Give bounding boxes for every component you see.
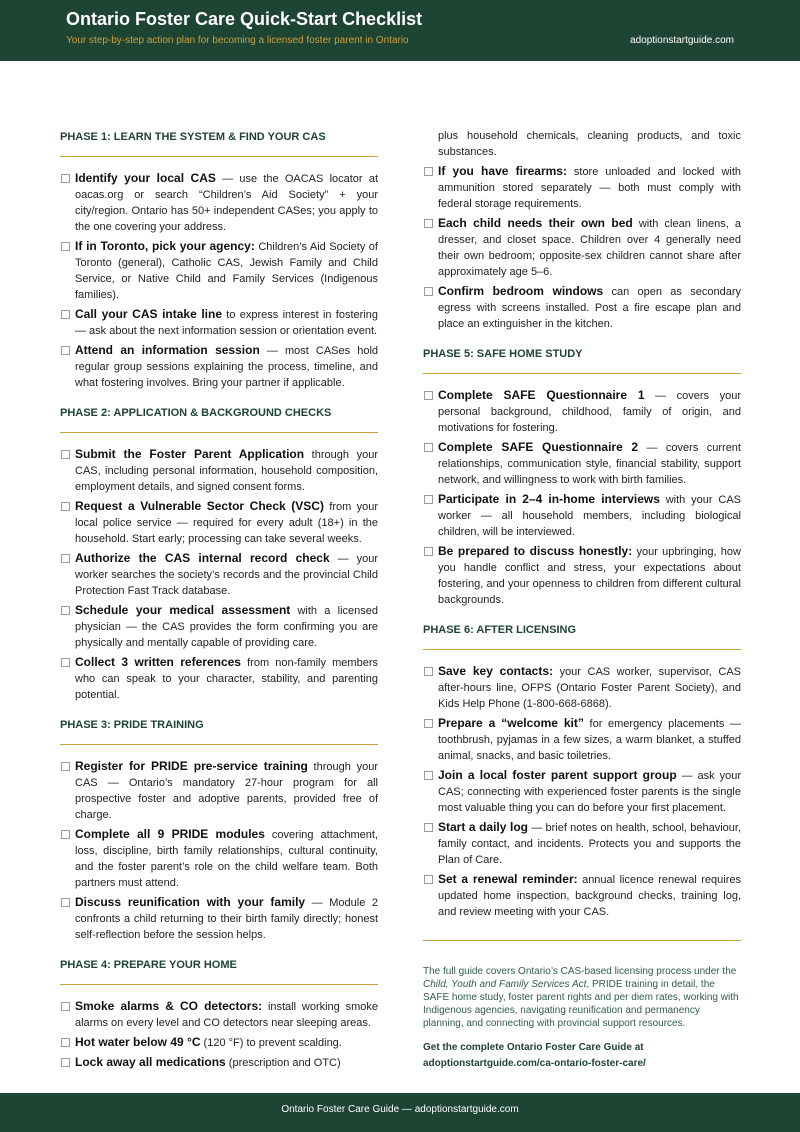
checklist-item: Confirm bedroom windows can open as secondary egress with screens installed. Post a fire escape plan and place an extinguisher in the kitchen.	[423, 283, 741, 332]
checkbox-icon[interactable]	[61, 1002, 70, 1011]
checklist-item: Be prepared to discuss honestly: your upbringing, how you handle conflict and stress, your expectations about fostering, and your openness to children from different cultural backgrounds.	[423, 543, 741, 608]
phase-title: PHASE 6: AFTER LICENSING	[423, 624, 576, 636]
phase-4	[60, 958, 378, 1071]
phase-title: PHASE 2: APPLICATION & BACKGROUND CHECKS	[60, 407, 332, 419]
checklist-item: Identify your local CAS — use the OACAS locator at oacas.org or search “Children’s Aid Society” + your city/region. Ontario has 50+ independent CASes; you apply to the one covering your address.	[60, 170, 378, 235]
checklist-item: Call your CAS intake line to express interest in fostering — ask about the next information session or orientation event.	[60, 306, 378, 339]
checkbox-icon[interactable]	[61, 762, 70, 771]
phase-title: PHASE 5: SAFE HOME STUDY	[423, 348, 583, 360]
phase-2	[60, 406, 378, 703]
footer-text: Ontario Foster Care Guide — adoptionstartguide.com	[281, 1104, 519, 1115]
phase-divider	[423, 649, 741, 650]
checklist-item: Lock away all medications (prescription and OTC)	[60, 1054, 378, 1071]
cta-link[interactable]: Get the complete Ontario Foster Care Guide at adoptionstartguide.com/ca-ontario-foster-care/	[423, 1042, 646, 1069]
checkbox-icon[interactable]	[424, 875, 433, 884]
checklist-item: Each child needs their own bed with clean linens, a dresser, and closet space. Children over 4 generally need their own bedroom; opposite-sex children cannot share after approximately age 5–6.	[423, 215, 741, 280]
item-continuation: plus household chemicals, cleaning products, and toxic substances.	[438, 130, 741, 158]
checkbox-icon[interactable]	[424, 219, 433, 228]
phase-6	[423, 623, 741, 920]
checklist-item: Authorize the CAS internal record check — your worker searches the society’s records and the provincial Child Protection Fast Track database.	[60, 550, 378, 599]
promo-divider	[423, 940, 741, 941]
checkbox-icon[interactable]	[424, 547, 433, 556]
phase-title: PHASE 4: PREPARE YOUR HOME	[60, 959, 237, 971]
checkbox-icon[interactable]	[61, 898, 70, 907]
phase-divider	[423, 373, 741, 374]
checkbox-icon[interactable]	[424, 495, 433, 504]
page-header	[0, 0, 800, 61]
checkbox-icon[interactable]	[424, 287, 433, 296]
checkbox-icon[interactable]	[61, 346, 70, 355]
checkbox-icon[interactable]	[424, 823, 433, 832]
checklist-item: Smoke alarms & CO detectors: install working smoke alarms on every level and CO detectors near sleeping areas.	[60, 998, 378, 1031]
checkbox-icon[interactable]	[424, 719, 433, 728]
checklist-item: Attend an information session — most CASes hold regular group sessions explaining the process, timeline, and what fostering involves. Bring your partner if applicable.	[60, 342, 378, 391]
checklist-item: Start a daily log — brief notes on health, school, behaviour, family contact, and incidents. Protects you and supports the Plan of Care.	[423, 819, 741, 868]
phase-title: PHASE 3: PRIDE TRAINING	[60, 719, 204, 731]
checkbox-icon[interactable]	[61, 1038, 70, 1047]
phase-divider	[60, 432, 378, 433]
checklist-item: Register for PRIDE pre-service training through your CAS — Ontario’s mandatory 27-hour program for all prospective foster and adoptive parents, provided free of charge.	[60, 758, 378, 823]
phase-divider	[60, 744, 378, 745]
promo-text: The full guide covers Ontario’s CAS-based licensing process under the Child, Youth and Family Services Act, PRIDE training in detail, the SAFE home study, foster parent rights and per diem rates, working with Indigenous agencies, navigating reunification and permanency planning, and connecting with provincial support resources.	[423, 966, 739, 1029]
checklist-item: Collect 3 written references from non-family members who can speak to your character, stability, and parenting potential.	[60, 654, 378, 703]
page-subtitle: Your step-by-step action plan for becoming a licensed foster parent in Ontario	[66, 35, 409, 46]
checkbox-icon[interactable]	[424, 391, 433, 400]
page-footer	[0, 1093, 800, 1132]
checkbox-icon[interactable]	[61, 450, 70, 459]
checklist-item: Complete SAFE Questionnaire 1 — covers your personal background, childhood, family of origin, and motivations for fostering.	[423, 387, 741, 436]
checkbox-icon[interactable]	[61, 242, 70, 251]
checkbox-icon[interactable]	[61, 606, 70, 615]
checkbox-icon[interactable]	[61, 502, 70, 511]
checklist-item: Submit the Foster Parent Application through your CAS, including personal information, household composition, employment details, and signed consent forms.	[60, 446, 378, 495]
phase-divider	[60, 156, 378, 157]
checklist-item: Join a local foster parent support group — ask your CAS; connecting with experienced foster parents is the single most valuable thing you can do before your first placement.	[423, 767, 741, 816]
checkbox-icon[interactable]	[61, 310, 70, 319]
checkbox-icon[interactable]	[61, 658, 70, 667]
checkbox-icon[interactable]	[424, 167, 433, 176]
checkbox-icon[interactable]	[424, 667, 433, 676]
phase-5	[423, 347, 741, 608]
checklist-item: Request a Vulnerable Sector Check (VSC) from your local police service — required for every adult (18+) in the household. Start early; processing can take several weeks.	[60, 498, 378, 547]
phase-title: PHASE 1: LEARN THE SYSTEM & FIND YOUR CAS	[60, 131, 326, 143]
checklist-item: If you have firearms: store unloaded and locked with ammunition stored separately — both must comply with federal storage requirements.	[423, 163, 741, 212]
left-column	[60, 128, 378, 1074]
checklist-item: Hot water below 49 °C (120 °F) to prevent scalding.	[60, 1034, 378, 1051]
page-title: Ontario Foster Care Quick-Start Checklist	[66, 9, 423, 29]
header-site-link[interactable]: adoptionstartguide.com	[630, 35, 734, 46]
right-column	[423, 128, 741, 1072]
checklist-item: Prepare a “welcome kit” for emergency placements — toothbrush, pyjamas in a few sizes, a warm blanket, a stuffed animal, snacks, and basic toiletries.	[423, 715, 741, 764]
checkbox-icon[interactable]	[424, 443, 433, 452]
checkbox-icon[interactable]	[61, 554, 70, 563]
checkbox-icon[interactable]	[61, 1058, 70, 1067]
phase-1	[60, 130, 378, 391]
checklist-item: Complete SAFE Questionnaire 2 — covers current relationships, communication style, financial stability, support network, and willingness to work with birth families.	[423, 439, 741, 488]
checklist-item: If in Toronto, pick your agency: Children’s Aid Society of Toronto (general), Catholic CAS, Jewish Family and Child Service, or Native Child and Family Services (Indigenous families).	[60, 238, 378, 303]
checkbox-icon[interactable]	[61, 830, 70, 839]
checklist-item: Participate in 2–4 in-home interviews with your CAS worker — all household members, including biological children, will be interviewed.	[423, 491, 741, 540]
checklist-item: Schedule your medical assessment with a licensed physician — the CAS provides the form confirming you are physically and mentally capable of providing care.	[60, 602, 378, 651]
checklist-item: Complete all 9 PRIDE modules covering attachment, loss, discipline, birth family relationships, cultural continuity, and the foster parent’s role on the child welfare team. Both partners must attend.	[60, 826, 378, 891]
checkbox-icon[interactable]	[424, 771, 433, 780]
checklist-item: Save key contacts: your CAS worker, supervisor, CAS after-hours line, OFPS (Ontario Foster Parent Society), and Kids Help Phone (1-800-668-6868).	[423, 663, 741, 712]
checkbox-icon[interactable]	[61, 174, 70, 183]
phase-divider	[60, 984, 378, 985]
phase-3	[60, 718, 378, 943]
checklist-item: Discuss reunification with your family — Module 2 confronts a child returning to their birth family directly; honest self-reflection before the session helps.	[60, 894, 378, 943]
checklist-item: Set a renewal reminder: annual licence renewal requires updated home inspection, background checks, training log, and review meeting with your CAS.	[423, 871, 741, 920]
